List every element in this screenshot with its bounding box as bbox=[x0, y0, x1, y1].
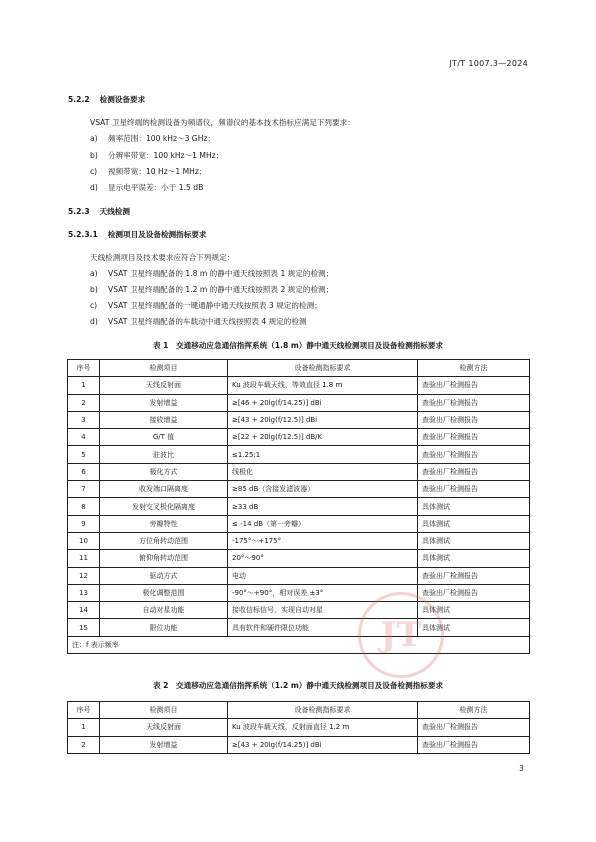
table-cell: 查验出厂检测报告 bbox=[418, 446, 530, 463]
list-item: c) VSAT 卫星终端配备的一键通静中通天线按照表 3 规定的检测； bbox=[90, 301, 322, 310]
table-cell: 13 bbox=[68, 584, 100, 601]
table-cell: 电动 bbox=[228, 567, 418, 584]
table-cell: -175°～+175° bbox=[228, 532, 418, 549]
table-cell: 收发端口隔离度 bbox=[100, 481, 228, 498]
table-cell: 查验出厂检测报告 bbox=[418, 377, 530, 394]
table-cell: 7 bbox=[68, 481, 100, 498]
column-header: 序号 bbox=[68, 702, 100, 719]
table-row bbox=[68, 498, 530, 515]
column-header: 检测项目 bbox=[100, 360, 228, 377]
column-header: 检测方法 bbox=[418, 702, 530, 719]
list-item: b) VSAT 卫星终端配备的 1.2 m 的静中通天线按照表 2 规定的检测； bbox=[90, 285, 334, 294]
table-cell: 查验出厂检测报告 bbox=[418, 481, 530, 498]
table-cell: 查验出厂检测报告 bbox=[418, 429, 530, 446]
table-cell: 20°～90° bbox=[228, 550, 418, 567]
table-note: 注：f 表示频率 bbox=[68, 636, 530, 653]
table-cell: 俯仰角转动范围 bbox=[100, 550, 228, 567]
table-row bbox=[68, 446, 530, 463]
table-cell: 查验出厂检测报告 bbox=[418, 567, 530, 584]
table-cell: ≥[43 + 20lg(f/12.5)] dBi bbox=[228, 411, 418, 428]
table-cell: 具体测试 bbox=[418, 515, 530, 532]
table-row bbox=[68, 377, 530, 394]
table-row bbox=[68, 736, 530, 753]
list-item: d) 显示电平误差：小于 1.5 dB bbox=[90, 183, 204, 192]
table-cell: 具体测试 bbox=[418, 498, 530, 515]
table-cell: ≥85 dB（含接发滤波器） bbox=[228, 481, 418, 498]
table-cell: 3 bbox=[68, 411, 100, 428]
table-cell: 发射增益 bbox=[100, 736, 228, 753]
table-row bbox=[68, 411, 530, 428]
table-2-caption: 表 2 交通移动应急通信指挥系统（1.2 m）静中通天线检测项目及设备检测指标要求 bbox=[152, 681, 444, 690]
table-cell: -90°～+90°，相对误差 ±3° bbox=[228, 584, 418, 601]
table-cell: 查验出厂检测报告 bbox=[418, 463, 530, 480]
table-header-row bbox=[68, 702, 530, 719]
table-cell: 2 bbox=[68, 736, 100, 753]
table-row bbox=[68, 719, 530, 736]
table-cell: 14 bbox=[68, 602, 100, 619]
table-cell: ≥[43 + 20lg(f/14.25)] dBi bbox=[228, 736, 418, 753]
table-cell: 自动对星功能 bbox=[100, 602, 228, 619]
table-cell: ≥[46 + 20lg(f/14.25)] dBi bbox=[228, 394, 418, 411]
table-cell: ≥33 dB bbox=[228, 498, 418, 515]
section-5-2-3-1-intro: 天线检测项目及技术要求应符合下列规定： bbox=[90, 253, 235, 262]
table-1-caption: 表 1 交通移动应急通信指挥系统（1.8 m）静中通天线检测项目及设备检测指标要求 bbox=[152, 341, 444, 350]
table-cell: 查验出厂检测报告 bbox=[418, 394, 530, 411]
table-row bbox=[68, 602, 530, 619]
table-cell: 天线反射面 bbox=[100, 719, 228, 736]
table-cell: Ku 波段车载天线，等效直径 1.8 m bbox=[228, 377, 418, 394]
table-row bbox=[68, 463, 530, 480]
standard-code: JT/T 1007.3—2024 bbox=[449, 59, 528, 68]
list-item: a) VSAT 卫星终端配备的 1.8 m 的静中通天线按照表 1 规定的检测； bbox=[90, 269, 334, 278]
table-1 bbox=[67, 359, 530, 654]
list-item: b) 分辨率带宽：100 kHz～1 MHz； bbox=[90, 151, 224, 160]
table-header-row bbox=[68, 360, 530, 377]
section-number: 5.2.2 bbox=[68, 95, 90, 104]
table-note-row bbox=[68, 636, 530, 653]
table-cell: 4 bbox=[68, 429, 100, 446]
section-5-2-3-heading bbox=[68, 206, 130, 217]
table-cell: 具体测试 bbox=[418, 532, 530, 549]
section-number: 5.2.3.1 bbox=[68, 230, 98, 239]
table-cell: 12 bbox=[68, 567, 100, 584]
stamp-logo: JT bbox=[380, 615, 422, 655]
table-cell: 9 bbox=[68, 515, 100, 532]
table-row bbox=[68, 567, 530, 584]
table-cell: 8 bbox=[68, 498, 100, 515]
table-cell: 极化方式 bbox=[100, 463, 228, 480]
table-cell: 极化调整范围 bbox=[100, 584, 228, 601]
list-item: c) 视频带宽：10 Hz～1 MHz； bbox=[90, 167, 207, 176]
list-item: a) 频率范围：100 kHz～3 GHz； bbox=[90, 134, 215, 143]
section-5-2-2-heading bbox=[68, 94, 145, 105]
table-cell: 11 bbox=[68, 550, 100, 567]
table-cell: ≤ -14 dB（第一旁瓣） bbox=[228, 515, 418, 532]
table-row bbox=[68, 515, 530, 532]
table-row bbox=[68, 429, 530, 446]
column-header: 设备检测指标要求 bbox=[228, 702, 418, 719]
table-cell: 15 bbox=[68, 619, 100, 636]
table-row bbox=[68, 532, 530, 549]
table-cell: 具有软件和硬件限位功能 bbox=[228, 619, 418, 636]
table-cell: 接收增益 bbox=[100, 411, 228, 428]
table-row bbox=[68, 394, 530, 411]
section-title: 检测设备要求 bbox=[99, 95, 146, 104]
table-cell: 10 bbox=[68, 532, 100, 549]
table-cell: 查验出厂检测报告 bbox=[418, 719, 530, 736]
table-cell: 查验出厂检测报告 bbox=[418, 584, 530, 601]
table-cell: ≥[22 + 20lg(f/12.5)] dB/K bbox=[228, 429, 418, 446]
table-cell: 查验出厂检测报告 bbox=[418, 411, 530, 428]
table-cell: 2 bbox=[68, 394, 100, 411]
table-cell: 接收信标信号，实现自动对星 bbox=[228, 602, 418, 619]
section-title: 天线检测 bbox=[99, 207, 130, 216]
table-cell: 具体测试 bbox=[418, 602, 530, 619]
table-cell: 6 bbox=[68, 463, 100, 480]
section-5-2-2-intro: VSAT 卫星终端的检测设备为频谱仪，频谱仪的基本技术指标应满足下列要求： bbox=[90, 118, 355, 127]
column-header: 设备检测指标要求 bbox=[228, 360, 418, 377]
table-row bbox=[68, 619, 530, 636]
table-cell: G/T 值 bbox=[100, 429, 228, 446]
table-cell: 限位功能 bbox=[100, 619, 228, 636]
column-header: 检测方法 bbox=[418, 360, 530, 377]
table-cell: ≤1.25:1 bbox=[228, 446, 418, 463]
table-cell: 线极化 bbox=[228, 463, 418, 480]
table-cell: 具体测试 bbox=[418, 550, 530, 567]
column-header: 检测项目 bbox=[100, 702, 228, 719]
table-row bbox=[68, 584, 530, 601]
column-header: 序号 bbox=[68, 360, 100, 377]
table-cell: 天线反射面 bbox=[100, 377, 228, 394]
table-cell: 1 bbox=[68, 377, 100, 394]
table-cell: 驻波比 bbox=[100, 446, 228, 463]
table-row bbox=[68, 481, 530, 498]
table-cell: 方位角转动范围 bbox=[100, 532, 228, 549]
table-cell: 查验出厂检测报告 bbox=[418, 736, 530, 753]
table-cell: 1 bbox=[68, 719, 100, 736]
table-cell: 发射交叉极化隔离度 bbox=[100, 498, 228, 515]
page-number: 3 bbox=[519, 764, 524, 773]
table-cell: Ku 波段车载天线，反射面直径 1.2 m bbox=[228, 719, 418, 736]
table-2 bbox=[67, 701, 530, 754]
table-cell: 驱动方式 bbox=[100, 567, 228, 584]
section-title: 检测项目及设备检测指标要求 bbox=[107, 230, 207, 239]
table-cell: 具体测试 bbox=[418, 619, 530, 636]
table-cell: 发射增益 bbox=[100, 394, 228, 411]
section-number: 5.2.3 bbox=[68, 207, 90, 216]
table-cell: 旁瓣特性 bbox=[100, 515, 228, 532]
list-item: d) VSAT 卫星终端配备的车载动中通天线按照表 4 规定的检测 bbox=[90, 317, 307, 326]
section-5-2-3-1-heading bbox=[68, 229, 207, 240]
table-row bbox=[68, 550, 530, 567]
table-cell: 5 bbox=[68, 446, 100, 463]
